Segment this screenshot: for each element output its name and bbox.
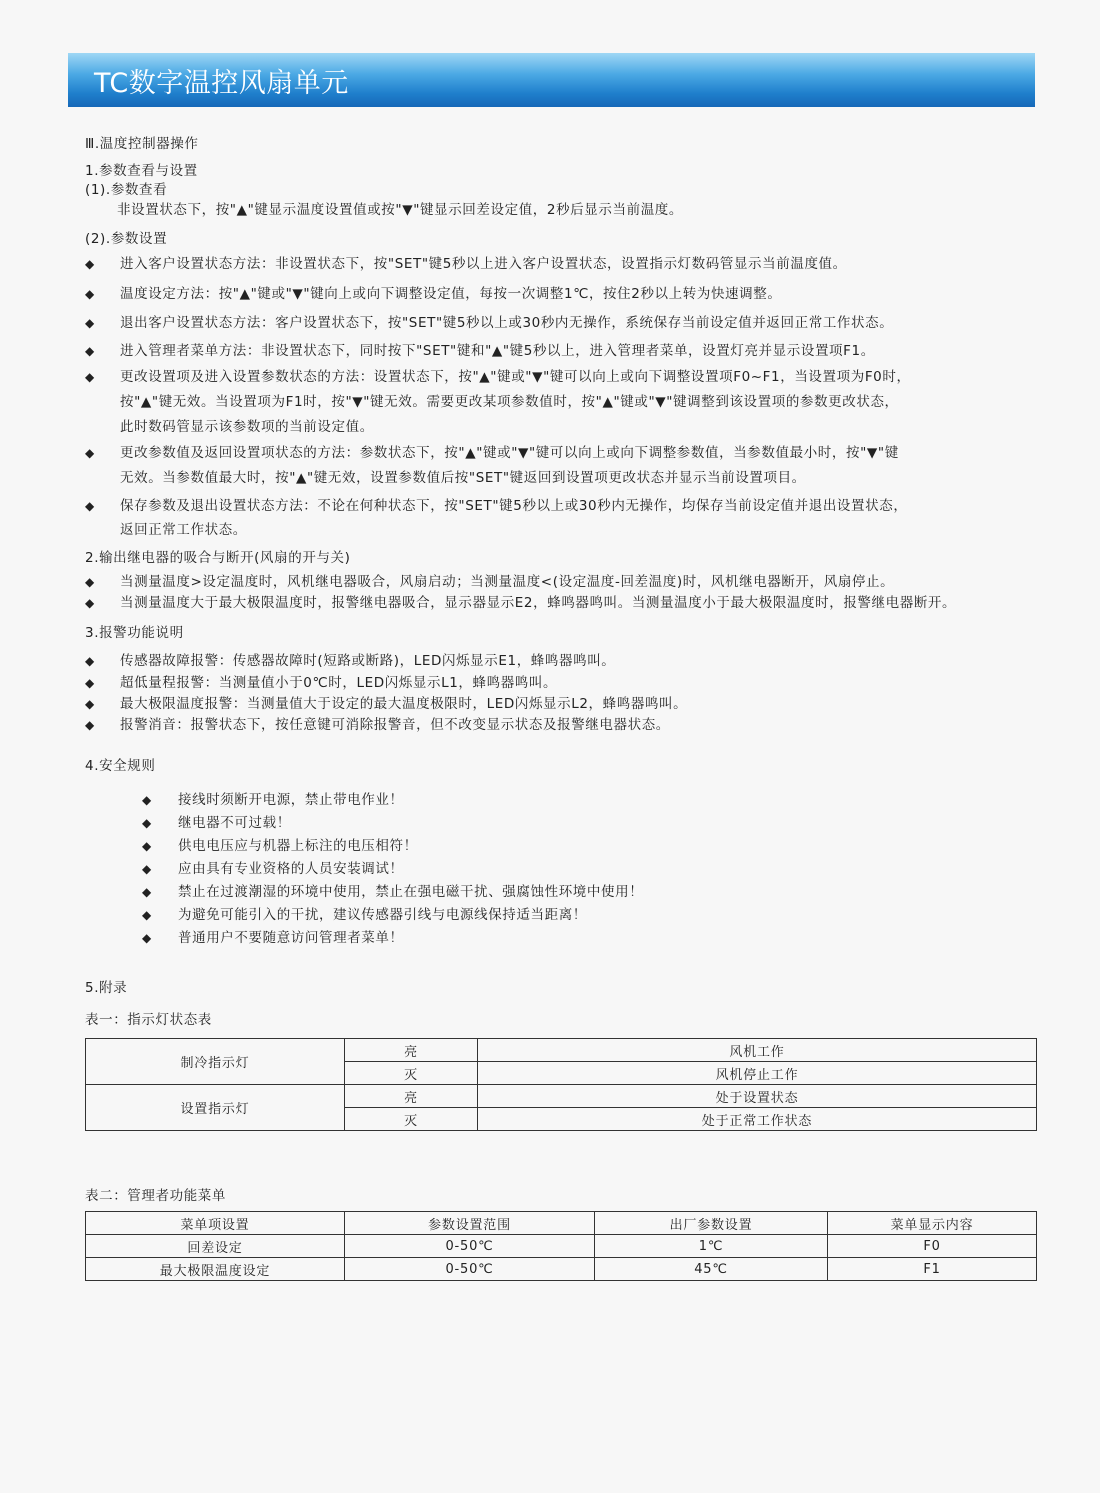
sub1-heading: (1).参数查看	[85, 182, 168, 198]
table-cell: 处于正常工作状态	[478, 1108, 1037, 1131]
bullet-text: 当测量温度>设定温度时，风机继电器吸合，风扇启动；当测量温度<(设定温度-回差温度)时，风机继电器断开，风扇停止。	[120, 574, 895, 590]
table-cell: F1	[828, 1258, 1037, 1281]
table-cell: 灭	[345, 1108, 478, 1131]
table1-caption: 表一：指示灯状态表	[85, 1012, 212, 1028]
table-cell: 1℃	[595, 1235, 828, 1258]
safety-rule: 普通用户不要随意访问管理者菜单！	[178, 930, 404, 946]
item4-heading: 4.安全规则	[85, 758, 156, 774]
bullet-text: 当测量温度大于最大极限温度时，报警继电器吸合，显示器显示E2，蜂鸣器鸣叫。当测量温度小于最大极限温度时，报警继电器断开。	[120, 595, 957, 611]
bullet-icon: ◆	[85, 596, 95, 610]
bullet-text: 此时数码管显示该参数项的当前设定值。	[120, 419, 374, 435]
indicator-status-table	[85, 1038, 1037, 1131]
bullet-text: 保存参数及退出设置状态方法：不论在何种状态下，按"SET"键5秒以上或30秒内无操作，均保存当前设定值并退出设置状态，	[120, 498, 908, 514]
bullet-icon: ◆	[142, 908, 152, 922]
bullet-icon: ◆	[85, 344, 95, 358]
table-cell: 0-50℃	[345, 1258, 595, 1281]
safety-rule: 接线时须断开电源，禁止带电作业！	[178, 792, 404, 808]
table-cell: 亮	[345, 1085, 478, 1108]
bullet-text: 无效。当参数值最大时，按"▲"键无效，设置参数值后按"SET"键返回到设置项更改状态并显示当前设置项目。	[120, 470, 806, 486]
bullet-icon: ◆	[142, 839, 152, 853]
bullet-text: 最大极限温度报警：当测量值大于设定的最大温度极限时，LED闪烁显示L2，蜂鸣器鸣叫。	[120, 696, 688, 712]
bullet-icon: ◆	[142, 816, 152, 830]
table-header-row	[86, 1212, 1037, 1235]
table-cell: 处于设置状态	[478, 1085, 1037, 1108]
table-cell: 风机工作	[478, 1039, 1037, 1062]
table-row	[86, 1258, 1037, 1281]
item2-heading: 2.输出继电器的吸合与断开(风扇的开与关)	[85, 550, 351, 566]
safety-rule: 禁止在过渡潮湿的环境中使用，禁止在强电磁干扰、强腐蚀性环境中使用！	[178, 884, 644, 900]
sub2-heading: (2).参数设置	[85, 231, 168, 247]
bullet-icon: ◆	[142, 862, 152, 876]
table-cell: 0-50℃	[345, 1235, 595, 1258]
table-cell: 风机停止工作	[478, 1062, 1037, 1085]
table-cell: 45℃	[595, 1258, 828, 1281]
table-cell: 制冷指示灯	[86, 1039, 345, 1085]
bullet-icon: ◆	[85, 287, 95, 301]
table-cell: 回差设定	[86, 1235, 345, 1258]
bullet-icon: ◆	[85, 370, 95, 384]
bullet-icon: ◆	[85, 718, 95, 732]
item1-heading: 1.参数查看与设置	[85, 163, 198, 179]
section-heading: Ⅲ.温度控制器操作	[85, 136, 199, 152]
column-header: 菜单项设置	[86, 1212, 345, 1235]
table-row	[86, 1085, 1037, 1108]
safety-rule: 为避免可能引入的干扰，建议传感器引线与电源线保持适当距离！	[178, 907, 587, 923]
bullet-icon: ◆	[85, 499, 95, 513]
bullet-text: 返回正常工作状态。	[120, 522, 247, 538]
bullet-text: 超低量程报警：当测量值小于0℃时，LED闪烁显示L1，蜂鸣器鸣叫。	[120, 675, 558, 691]
bullet-text: 进入客户设置状态方法：非设置状态下，按"SET"键5秒以上进入客户设置状态，设置指示灯数码管显示当前温度值。	[120, 256, 847, 272]
bullet-text: 退出客户设置状态方法：客户设置状态下，按"SET"键5秒以上或30秒内无操作，系统保存当前设定值并返回正常工作状态。	[120, 315, 894, 331]
bullet-text: 按"▲"键无效。当设置项为F1时，按"▼"键无效。需要更改某项参数值时，按"▲"键或"▼"键调整到该设置项的参数更改状态，	[120, 394, 899, 410]
bullet-icon: ◆	[142, 793, 152, 807]
table-cell: F0	[828, 1235, 1037, 1258]
bullet-icon: ◆	[85, 654, 95, 668]
column-header: 参数设置范围	[345, 1212, 595, 1235]
bullet-text: 更改参数值及返回设置项状态的方法：参数状态下，按"▲"键或"▼"键可以向上或向下调整参数值，当参数值最小时，按"▼"键	[120, 445, 899, 461]
sub1-text: 非设置状态下，按"▲"键显示温度设置值或按"▼"键显示回差设定值，2秒后显示当前温度。	[117, 202, 683, 218]
bullet-icon: ◆	[85, 697, 95, 711]
title-banner	[68, 53, 1035, 107]
table2-caption: 表二：管理者功能菜单	[85, 1188, 226, 1204]
table-cell: 最大极限温度设定	[86, 1258, 345, 1281]
bullet-text: 更改设置项及进入设置参数状态的方法：设置状态下，按"▲"键或"▼"键可以向上或向下调整设置项F0~F1，当设置项为F0时，	[120, 369, 911, 385]
bullet-text: 报警消音：报警状态下，按任意键可消除报警音，但不改变显示状态及报警继电器状态。	[120, 717, 670, 733]
bullet-text: 传感器故障报警：传感器故障时(短路或断路)，LED闪烁显示E1，蜂鸣器鸣叫。	[120, 653, 616, 669]
safety-rule: 继电器不可过载！	[178, 815, 291, 831]
bullet-icon: ◆	[85, 316, 95, 330]
bullet-icon: ◆	[85, 676, 95, 690]
admin-menu-table	[85, 1211, 1037, 1281]
bullet-icon: ◆	[85, 575, 95, 589]
table-row	[86, 1039, 1037, 1062]
bullet-text: 进入管理者菜单方法：非设置状态下，同时按下"SET"键和"▲"键5秒以上，进入管理者菜单，设置灯亮并显示设置项F1。	[120, 343, 875, 359]
bullet-icon: ◆	[142, 885, 152, 899]
table-cell: 灭	[345, 1062, 478, 1085]
page-title: TC数字温控风扇单元	[94, 67, 349, 99]
bullet-icon: ◆	[85, 446, 95, 460]
item5-heading: 5.附录	[85, 980, 128, 996]
table-row	[86, 1235, 1037, 1258]
item3-heading: 3.报警功能说明	[85, 625, 184, 641]
safety-rule: 应由具有专业资格的人员安装调试！	[178, 861, 404, 877]
table-cell: 亮	[345, 1039, 478, 1062]
column-header: 菜单显示内容	[828, 1212, 1037, 1235]
bullet-text: 温度设定方法：按"▲"键或"▼"键向上或向下调整设定值，每按一次调整1℃，按住2秒以上转为快速调整。	[120, 286, 782, 302]
bullet-icon: ◆	[85, 257, 95, 271]
table-cell: 设置指示灯	[86, 1085, 345, 1131]
safety-rule: 供电电压应与机器上标注的电压相符！	[178, 838, 418, 854]
bullet-icon: ◆	[142, 931, 152, 945]
column-header: 出厂参数设置	[595, 1212, 828, 1235]
